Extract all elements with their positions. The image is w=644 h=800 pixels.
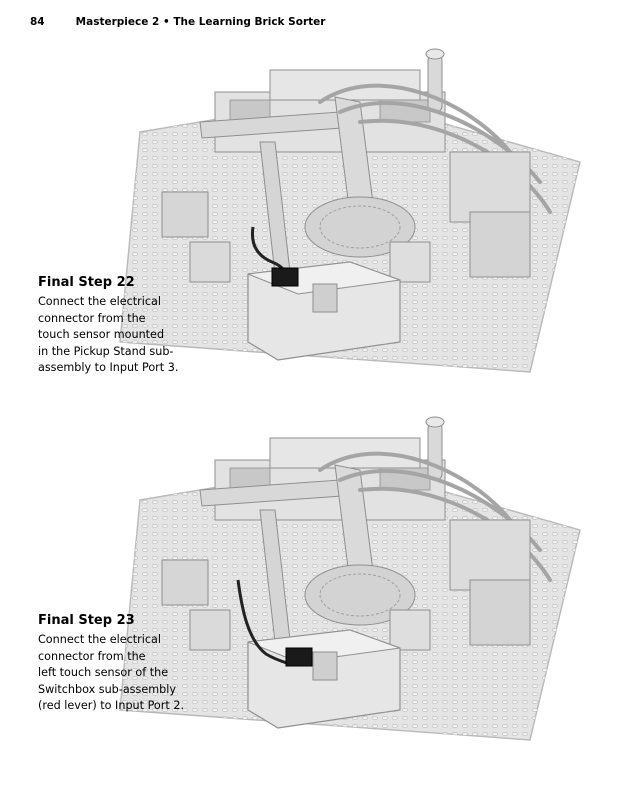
step-text-line: in the Pickup Stand sub- (38, 344, 174, 358)
step-text-line: Switchbox sub-assembly (38, 682, 176, 696)
step-text-line: connector from the (38, 311, 146, 325)
step-23-caption (38, 612, 188, 715)
running-title: Masterpiece 2 • The Learning Brick Sorter (75, 16, 326, 28)
rcx-brick (248, 630, 400, 728)
step-text-line: Connect the electrical (38, 295, 161, 308)
tower-bricks (215, 438, 445, 520)
step-text-line: assembly to Input Port 3. (38, 361, 179, 375)
step-title: Final Step 23 (38, 613, 135, 628)
page-number: 84 (30, 16, 45, 28)
step-text-line: touch sensor mounted (38, 328, 165, 342)
step-text-line: Connect the electrical (38, 633, 161, 646)
rcx-brick (248, 262, 400, 360)
step-text-line: (red lever) to Input Port 2. (38, 699, 184, 713)
tower-bricks (215, 70, 445, 152)
step-text-line: left touch sensor of the (38, 666, 169, 680)
step-22-caption (38, 274, 188, 377)
page-header (30, 12, 620, 32)
step-text-line: connector from the (38, 649, 146, 663)
step-title: Final Step 22 (38, 275, 135, 290)
